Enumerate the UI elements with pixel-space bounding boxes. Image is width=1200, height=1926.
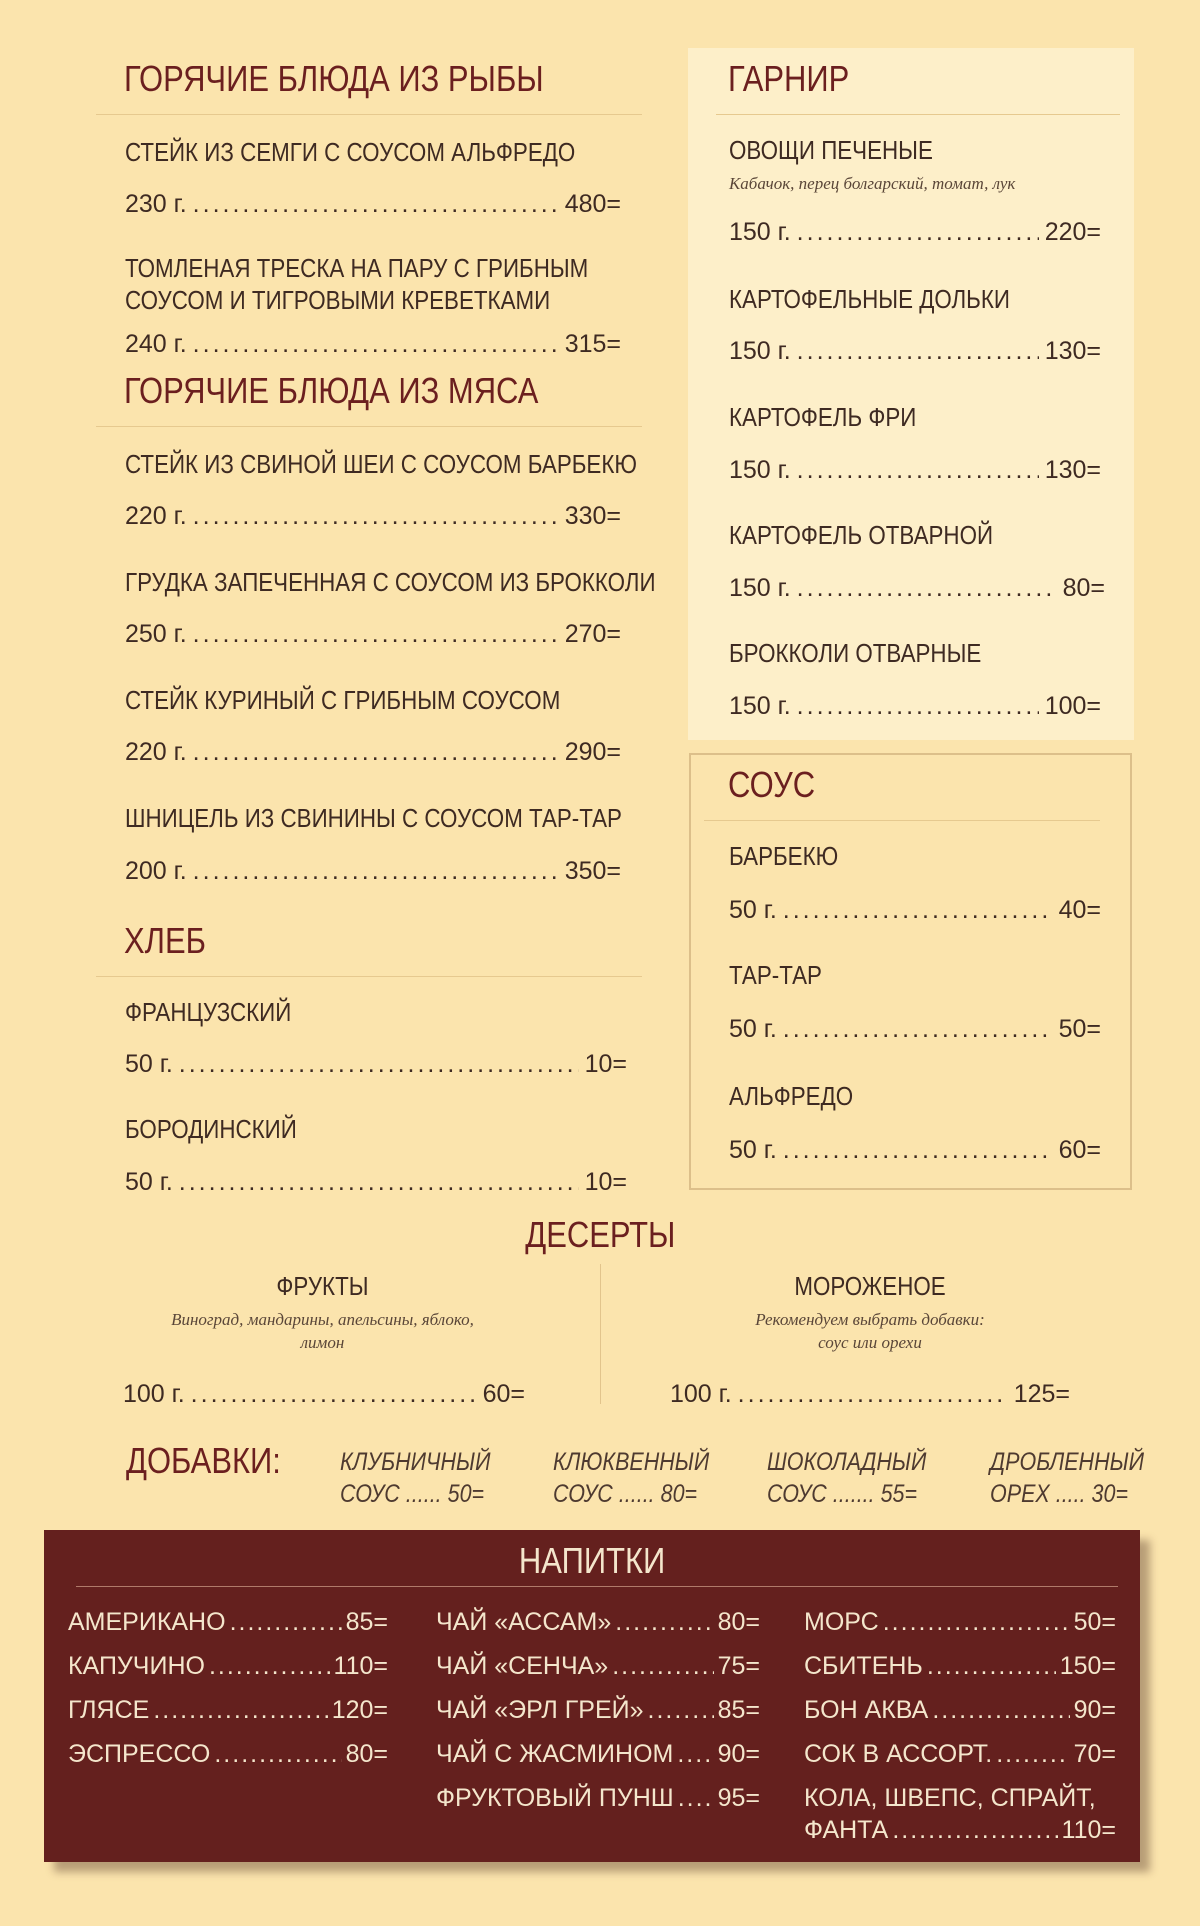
drink-price: 50=: [1073, 1608, 1116, 1636]
drink-name-line1: КОЛА, ШВЕПС, СПРАЙТ,: [804, 1784, 1096, 1812]
menu-item-price-row: [670, 1378, 1070, 1410]
drink-row: [68, 1732, 388, 1776]
menu-item-description: Кабачок, перец болгарский, томат, лук: [729, 174, 1016, 193]
item-weight: 150 г.: [729, 574, 791, 602]
menu-item-name: ТОМЛЕНАЯ ТРЕСКА НА ПАРУ С ГРИБНЫМ: [125, 253, 589, 283]
dot-leader: [927, 1644, 1056, 1688]
addon-cranberry: [553, 1446, 709, 1510]
dot-leader: [209, 1644, 330, 1688]
dot-leader: [677, 1732, 713, 1776]
drink-line2: [804, 1814, 1116, 1846]
menu-item-price-row: [125, 855, 621, 887]
drink-row-multiline: [804, 1782, 1116, 1846]
addon-strawberry: [340, 1446, 491, 1510]
addon-line2: ОРЕХ ..... 30=: [990, 1480, 1129, 1508]
drinks-column-cold: [804, 1600, 1116, 1846]
dot-leader: [783, 1013, 1053, 1045]
item-weight: 150 г.: [729, 456, 791, 484]
item-weight: 50 г.: [125, 1168, 173, 1196]
item-price: 480=: [564, 190, 621, 218]
drink-name: ЧАЙ «АССАМ»: [436, 1608, 612, 1636]
divider: [704, 820, 1100, 821]
menu-item-price-row: [729, 690, 1101, 722]
section-title-desserts: ДЕСЕРТЫ: [524, 1214, 676, 1255]
dot-leader: [797, 216, 1039, 248]
drink-name: ФРУКТОВЫЙ ПУНШ: [436, 1784, 674, 1812]
drink-name: МОРС: [804, 1608, 879, 1636]
addon-line2: СОУС ....... 55=: [767, 1480, 918, 1508]
drink-price: 75=: [717, 1652, 760, 1680]
drink-name: СБИТЕНЬ: [804, 1652, 923, 1680]
item-price: 125=: [1013, 1380, 1070, 1408]
item-price: 220=: [1044, 218, 1101, 246]
dot-leader: [615, 1600, 713, 1644]
drink-row: [804, 1644, 1116, 1688]
item-weight: 220 г.: [125, 502, 187, 530]
section-title-desserts-wrap: [0, 1214, 1200, 1256]
drink-name: ГЛЯСЕ: [68, 1696, 150, 1724]
dot-leader: [932, 1688, 1069, 1732]
item-weight: 150 г.: [729, 692, 791, 720]
dessert-icecream: [670, 1270, 1070, 1354]
drink-price: 90=: [717, 1740, 760, 1768]
dot-leader: [193, 855, 559, 887]
menu-item-name: СТЕЙК ИЗ СЕМГИ С СОУСОМ АЛЬФРЕДО: [125, 137, 576, 167]
drink-row: [804, 1732, 1116, 1776]
item-weight: 250 г.: [125, 620, 187, 648]
dessert-fruit: [120, 1270, 525, 1354]
addon-line2: СОУС ...... 50=: [340, 1480, 485, 1508]
item-weight: 150 г.: [729, 337, 791, 365]
menu-item-price-row: [123, 1378, 525, 1410]
addon-nuts: [990, 1446, 1144, 1510]
section-title-meat: ГОРЯЧИЕ БЛЮДА ИЗ МЯСА: [124, 370, 539, 411]
dot-leader: [797, 690, 1039, 722]
dot-leader: [153, 1688, 327, 1732]
menu-item-price-row: [125, 188, 621, 220]
menu-item-description-line2: соус или орехи: [818, 1333, 922, 1352]
drink-row: [804, 1600, 1116, 1644]
item-price: 130=: [1044, 337, 1101, 365]
drink-price: 120=: [331, 1696, 388, 1724]
menu-item-name: ШНИЦЕЛЬ ИЗ СВИНИНЫ С СОУСОМ ТАР-ТАР: [125, 803, 622, 833]
menu-item-name: БОРОДИНСКИЙ: [125, 1114, 297, 1144]
menu-item-price-row: [729, 1013, 1101, 1045]
drink-row: [68, 1688, 388, 1732]
divider: [96, 976, 642, 977]
divider: [76, 1586, 1118, 1587]
dot-leader: [193, 736, 559, 768]
divider: [96, 426, 642, 427]
dot-leader: [738, 1378, 1008, 1410]
item-price: 130=: [1044, 456, 1101, 484]
item-weight: 50 г.: [729, 1136, 777, 1164]
menu-item-price-row: [729, 894, 1101, 926]
menu-item-name: КАРТОФЕЛЬ ФРИ: [729, 402, 917, 432]
dot-leader: [783, 894, 1053, 926]
drink-price: 110=: [1061, 1816, 1116, 1844]
menu-item-price-row: [125, 1048, 627, 1080]
section-title-fish: ГОРЯЧИЕ БЛЮДА ИЗ РЫБЫ: [124, 58, 544, 99]
drink-name: ЧАЙ «ЭРЛ ГРЕЙ»: [436, 1696, 644, 1724]
divider: [96, 114, 642, 115]
item-price: 330=: [564, 502, 621, 530]
menu-item-name: ФРУКТЫ: [276, 1271, 369, 1301]
menu-item-name: ГРУДКА ЗАПЕЧЕННАЯ С СОУСОМ ИЗ БРОККОЛИ: [125, 567, 656, 597]
menu-item-name: ТАР-ТАР: [729, 960, 822, 990]
menu-item-price-row: [729, 335, 1101, 367]
section-title-addons: ДОБАВКИ:: [126, 1440, 281, 1481]
dot-leader: [193, 618, 559, 650]
drink-price: 85=: [345, 1608, 388, 1636]
addon-chocolate: [767, 1446, 926, 1510]
menu-item-price-row: [125, 618, 621, 650]
item-weight: 230 г.: [125, 190, 187, 218]
menu-item-name: БАРБЕКЮ: [729, 841, 839, 871]
drink-name: КАПУЧИНО: [68, 1652, 205, 1680]
item-price: 270=: [564, 620, 621, 648]
drink-name: ЧАЙ С ЖАСМИНОМ: [436, 1740, 674, 1768]
dot-leader: [193, 328, 559, 360]
menu-item-price-row: [125, 1166, 627, 1198]
drink-price: 95=: [717, 1784, 760, 1812]
drinks-panel: [44, 1530, 1140, 1862]
item-price: 60=: [482, 1380, 525, 1408]
item-price: 40=: [1058, 896, 1101, 924]
menu-item-description-line2: лимон: [300, 1333, 345, 1352]
drink-row: [436, 1776, 760, 1820]
menu-item-price-row: [729, 216, 1101, 248]
drink-price: 70=: [1073, 1740, 1116, 1768]
menu-item-name: СТЕЙК КУРИНЫЙ С ГРИБНЫМ СОУСОМ: [125, 685, 561, 715]
dot-leader: [797, 335, 1039, 367]
dot-leader: [612, 1644, 713, 1688]
dot-leader: [230, 1600, 342, 1644]
addon-line1: ДРОБЛЕННЫЙ: [990, 1448, 1145, 1476]
drink-name: ЭСПРЕССО: [68, 1740, 211, 1768]
menu-item-name: МОРОЖЕНОЕ: [794, 1271, 946, 1301]
drink-price: 80=: [345, 1740, 388, 1768]
drink-row: [804, 1688, 1116, 1732]
addon-line2: СОУС ...... 80=: [553, 1480, 698, 1508]
divider: [600, 1264, 601, 1404]
menu-item-name: КАРТОФЕЛЬНЫЕ ДОЛЬКИ: [729, 284, 1010, 314]
section-title-sauce: СОУС: [728, 764, 816, 805]
drink-row: [436, 1644, 760, 1688]
menu-item-name: ФРАНЦУЗСКИЙ: [125, 997, 292, 1027]
item-price: 10=: [584, 1050, 627, 1078]
drink-name: БОН АКВА: [804, 1696, 929, 1724]
drink-price: 150=: [1059, 1652, 1116, 1680]
addon-line1: КЛУБНИЧНЫЙ: [340, 1448, 491, 1476]
item-weight: 50 г.: [125, 1050, 173, 1078]
dot-leader: [996, 1732, 1069, 1776]
dot-leader: [797, 572, 1057, 604]
menu-item-price-row: [729, 454, 1101, 486]
item-price: 100=: [1044, 692, 1101, 720]
menu-item-name-line2: СОУСОМ И ТИГРОВЫМИ КРЕВЕТКАМИ: [125, 285, 551, 315]
item-weight: 50 г.: [729, 896, 777, 924]
drink-price: 110=: [333, 1652, 388, 1680]
dot-leader: [179, 1166, 579, 1198]
item-weight: 240 г.: [125, 330, 187, 358]
drink-name: ЧАЙ «СЕНЧА»: [436, 1652, 609, 1680]
dot-leader: [892, 1814, 1057, 1846]
section-title-drinks: НАПИТКИ: [518, 1540, 666, 1581]
menu-item-price-row: [125, 736, 621, 768]
drink-row: [436, 1732, 760, 1776]
dot-leader: [883, 1600, 1070, 1644]
section-title-garnish: ГАРНИР: [728, 58, 850, 99]
drink-row: [68, 1600, 388, 1644]
item-weight: 220 г.: [125, 738, 187, 766]
drink-row: [436, 1600, 760, 1644]
menu-item-price-row: [125, 328, 621, 360]
drink-row: [436, 1688, 760, 1732]
drink-price: 85=: [717, 1696, 760, 1724]
menu-item-name: БРОККОЛИ ОТВАРНЫЕ: [729, 638, 982, 668]
item-price: 80=: [1062, 574, 1105, 602]
dot-leader: [179, 1048, 579, 1080]
item-price: 10=: [584, 1168, 627, 1196]
dot-leader: [678, 1776, 714, 1820]
menu-item-description: Рекомендуем выбрать добавки:: [755, 1310, 985, 1329]
divider: [716, 114, 1120, 115]
item-price: 350=: [564, 857, 621, 885]
item-price: 315=: [564, 330, 621, 358]
drink-name: СОК В АССОРТ.: [804, 1740, 993, 1768]
menu-item-name: КАРТОФЕЛЬ ОТВАРНОЙ: [729, 520, 994, 550]
item-price: 50=: [1058, 1015, 1101, 1043]
dot-leader: [193, 500, 559, 532]
menu-item-price-row: [125, 500, 621, 532]
menu-item-name: АЛЬФРЕДО: [729, 1081, 854, 1111]
item-weight: 200 г.: [125, 857, 187, 885]
section-title-drinks-wrap: [44, 1540, 1140, 1582]
drink-name: АМЕРИКАНО: [68, 1608, 226, 1636]
dot-leader: [191, 1378, 477, 1410]
drink-price: 90=: [1073, 1696, 1116, 1724]
menu-item-price-row: [729, 1134, 1101, 1166]
drinks-column-tea: [436, 1600, 760, 1820]
item-weight: 100 г.: [670, 1380, 732, 1408]
dot-leader: [193, 188, 559, 220]
drink-name: ФАНТА: [804, 1816, 889, 1844]
drink-price: 80=: [717, 1608, 760, 1636]
addon-line1: ШОКОЛАДНЫЙ: [767, 1448, 927, 1476]
drink-row: [68, 1644, 388, 1688]
menu-item-description: Виноград, мандарины, апельсины, яблоко,: [171, 1310, 474, 1329]
dot-leader: [797, 454, 1039, 486]
dot-leader: [783, 1134, 1053, 1166]
item-price: 290=: [564, 738, 621, 766]
item-weight: 50 г.: [729, 1015, 777, 1043]
item-weight: 150 г.: [729, 218, 791, 246]
drinks-column-coffee: [68, 1600, 388, 1776]
item-weight: 100 г.: [123, 1380, 185, 1408]
dot-leader: [648, 1688, 714, 1732]
menu-item-name: СТЕЙК ИЗ СВИНОЙ ШЕИ С СОУСОМ БАРБЕКЮ: [125, 449, 637, 479]
dot-leader: [214, 1732, 341, 1776]
addon-line1: КЛЮКВЕННЫЙ: [553, 1448, 710, 1476]
menu-item-price-row: [729, 572, 1105, 604]
section-title-bread: ХЛЕБ: [124, 920, 206, 961]
item-price: 60=: [1058, 1136, 1101, 1164]
menu-item-name: ОВОЩИ ПЕЧЕНЫЕ: [729, 135, 933, 165]
